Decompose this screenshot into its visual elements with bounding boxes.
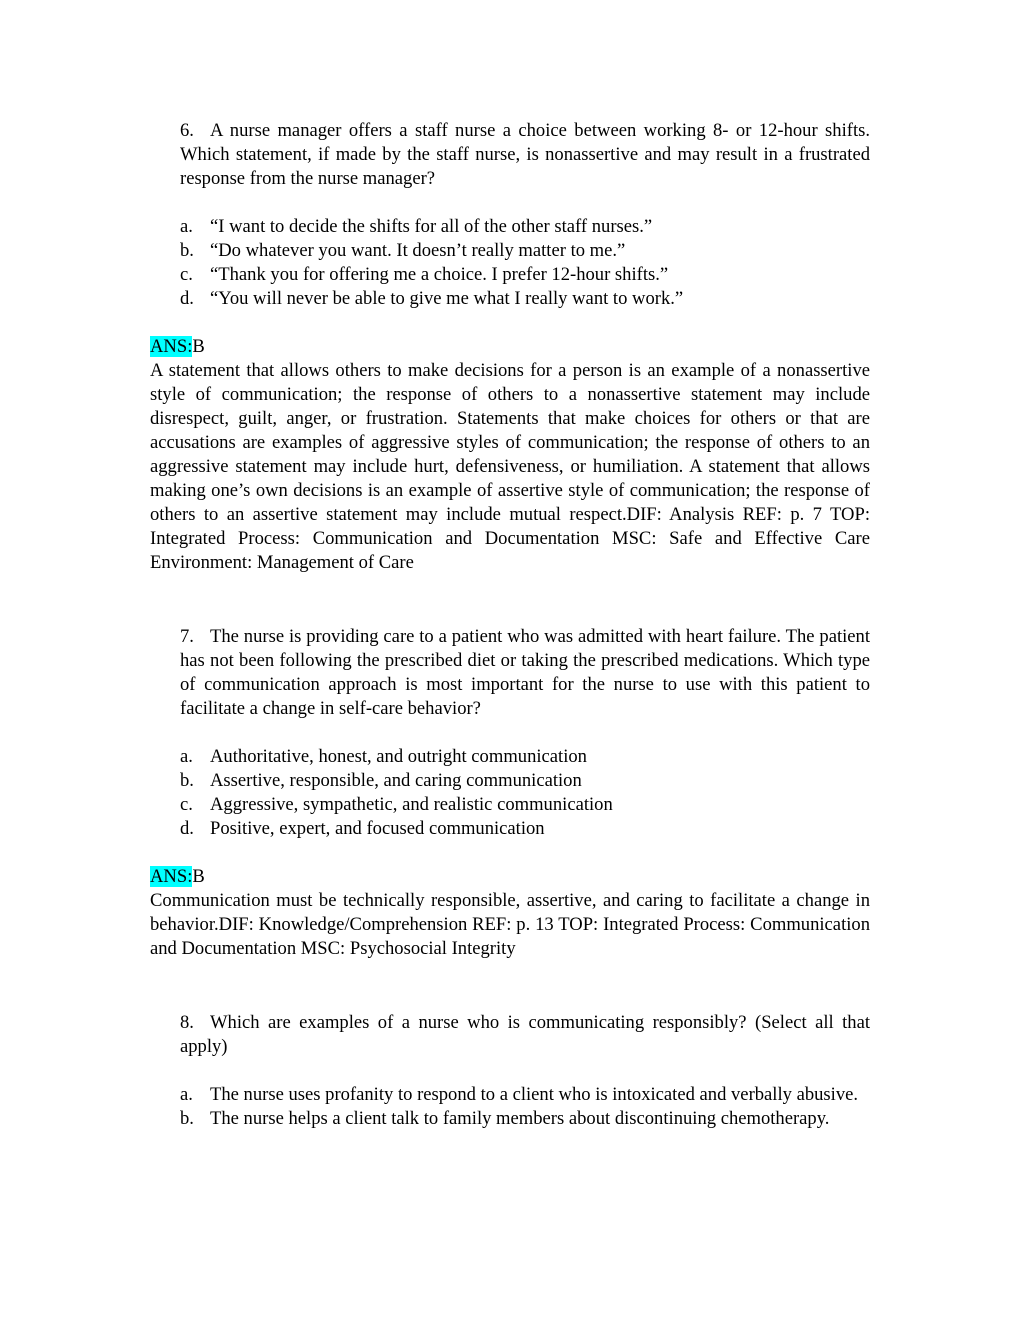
question-number: 8. [180,1012,194,1033]
option-b [150,769,870,793]
option-letter: c. [180,794,193,815]
option-letter: a. [180,746,193,767]
answer-line [150,865,870,889]
option-letter: a. [180,1084,193,1105]
option-a [150,745,870,769]
answer-rationale: Communication must be technically responsible, assertive, and caring to facilitate a change in behavior.DIF: Knowledge/Comprehension REF: p. 13 TOP: Integrated Process: Communication and Documentation MSC: Psychosocial Integrity [150,890,870,959]
option-letter: c. [180,264,193,285]
answer-rationale: A statement that allows others to make decisions for a person is an example of a nonassertive style of communication; the response of others to a nonassertive statement may include disrespect, guilt, anger, or frustration. Statements that make choices for others or that are accusations are examples of aggressive styles of communication; the response of others to an aggressive statement may include hurt, defensiveness, or humiliation. A statement that allows making one’s own decisions is an example of assertive style of communication; the response of others to an assertive statement may include mutual respect.DIF: Analysis REF: p. 7 TOP: Integrated Process: Communication and Documentation MSC: Safe and Effective Care Environment: Management of Care [150,360,870,573]
spacer [150,961,870,1011]
question-6 [150,119,870,575]
option-list [150,745,870,841]
option-letter: b. [180,770,194,791]
option-list [150,215,870,311]
option-d [150,287,870,311]
option-letter: b. [180,1108,194,1129]
question-stem [150,1011,870,1059]
option-text: Authoritative, honest, and outright communication [210,746,587,767]
option-letter: d. [180,288,194,309]
option-letter: d. [180,818,194,839]
option-letter: a. [180,216,193,237]
option-text: Aggressive, sympathetic, and realistic communication [210,794,613,815]
question-text: Which are examples of a nurse who is communicating responsibly? (Select all that apply) [180,1012,870,1057]
option-list [150,1083,870,1131]
option-c [150,793,870,817]
option-c [150,263,870,287]
question-stem [150,119,870,191]
answer-value: B [192,866,205,887]
question-number: 6. [180,120,194,141]
option-text: The nurse uses profanity to respond to a client who is intoxicated and verbally abusive. [210,1084,859,1105]
option-text: “Do whatever you want. It doesn’t really matter to me.” [210,240,626,261]
document-page [150,119,870,1131]
option-text: Positive, expert, and focused communication [210,818,545,839]
answer-label: ANS: [150,866,193,887]
question-7 [150,625,870,961]
option-b [150,1107,870,1131]
question-number: 7. [180,626,194,647]
question-text: The nurse is providing care to a patient who was admitted with heart failure. The patient has not been following the prescribed diet or taking the prescribed medications. Which type of communication approach is most important for the nurse to use with this patient to facilitate a change in self-care behavior? [180,626,870,719]
option-text: “I want to decide the shifts for all of the other staff nurses.” [210,216,653,237]
question-8 [150,1011,870,1131]
option-d [150,817,870,841]
option-text: “Thank you for offering me a choice. I prefer 12-hour shifts.” [210,264,669,285]
option-text: The nurse helps a client talk to family members about discontinuing chemotherapy. [210,1108,830,1129]
answer-line [150,335,870,359]
option-letter: b. [180,240,194,261]
spacer [150,575,870,625]
option-text: “You will never be able to give me what I really want to work.” [210,288,684,309]
question-text: A nurse manager offers a staff nurse a choice between working 8- or 12-hour shifts. Which statement, if made by the staff nurse, is nonassertive and may result in a frustrated response from the nurse manager? [180,120,870,189]
option-text: Assertive, responsible, and caring communication [210,770,582,791]
option-b [150,239,870,263]
answer-label: ANS: [150,336,193,357]
question-stem [150,625,870,721]
answer-value: B [192,336,205,357]
option-a [150,215,870,239]
option-a [150,1083,870,1107]
